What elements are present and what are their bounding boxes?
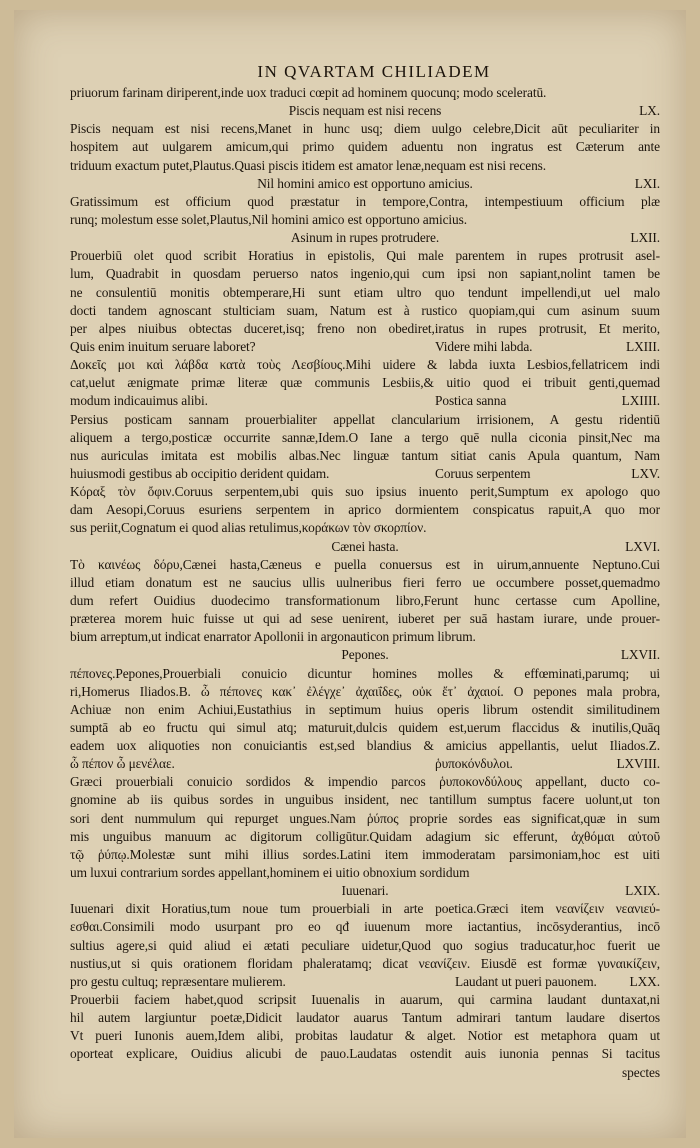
adage-title: Asinum in rupes protrudere. bbox=[290, 230, 440, 246]
text-line: per alpes niuibus obtectas duceret,isq; freno non obediret,iratus in rupes protrusit, Et merito, bbox=[70, 320, 660, 336]
text-line: Prouerbii faciem habet,quod scripsit Iuuenalis in auarum, qui carmina laudant duntaxat,ni bbox=[70, 992, 660, 1008]
text-line: Piscis nequam est nisi recens,Manet in hunc usq; diem uulgo celebre,Dicit aūt peculiariter in bbox=[70, 121, 660, 137]
adage-heading bbox=[70, 465, 660, 483]
text-line: εσθαι.Consimili modo usurpant pro eo qđ iuuenum more iactantius, incōsyderantius, incō bbox=[70, 919, 660, 935]
text-line: oporteat explicare, Ouidius alicubi de pauo.Laudatas ostendit auis iunonia pennas Si tacitus bbox=[70, 1046, 660, 1062]
adage-title: Postica sanna bbox=[435, 393, 507, 409]
text-line: nus auriculas imitata est mobilis albas.Nec linguæ tantum sitiat canis Apula quantum, Nam bbox=[70, 447, 660, 463]
text-line: Prouerbiū olet quod scribit Horatius in epistolis, Qui male parentem in rupes protrusit asel- bbox=[70, 248, 660, 264]
adage-heading bbox=[70, 973, 660, 991]
adage-number: LXX. bbox=[629, 973, 660, 989]
adage-number: LXVII. bbox=[620, 647, 660, 663]
text-line: Persius posticam sannam prouerbialiter appellat clancularium irrisionem, A gestu ridentiū bbox=[70, 411, 660, 427]
text-line: gnomine ab iis quibus sordes in unguibus insident, nec tantillum sumptus facere uolunt,ut ton bbox=[70, 792, 660, 808]
text-line: hil autem largiuntur poetæ,Didicit laudator auarus Tantum admirari tantum laudare disertos bbox=[70, 1010, 660, 1026]
adage-title: Iuuenari. bbox=[341, 883, 389, 899]
text-line: sumptā ab eo fructu qui simul atq; maturuit,dulcis quidem est,uerum flaccidus & inutilis,Quāq bbox=[70, 719, 660, 735]
text-line: Iuuenari dixit Horatius,tum noue tum prouerbiali in arte poetica.Græci item νεανίζειν νεανιεύ- bbox=[70, 901, 660, 917]
adage-number: LXV. bbox=[631, 465, 660, 481]
adage-title: Pepones. bbox=[341, 647, 389, 663]
catchword: spectes bbox=[622, 1064, 660, 1080]
text-line: runq; molestum esse solet,Plautus,Nil homini amico est opportuno amicius. bbox=[70, 211, 467, 227]
adage-number: LXIII. bbox=[626, 338, 660, 354]
text-line: nustius,ut si quis orationem floridam phaleratamq; dicat νεανίζειν. Eiusdē est formæ γυναικίζειν, bbox=[70, 955, 660, 971]
adage-title: Piscis nequam est nisi recens bbox=[288, 103, 442, 119]
text-line: priuorum farinam diriperent,inde uox traduci cœpit ad hominem quocunq; modo sceleratū. bbox=[70, 85, 547, 100]
adage-number: LXIIII. bbox=[621, 393, 660, 409]
text-line: docti tandem agnoscant stulticiam suam, Natum est à rustico quopiam,qui cum asinum suum bbox=[70, 302, 660, 318]
text-line-end: modum indicauimus alibi. bbox=[70, 393, 208, 409]
adage-title: Videre mihi labda. bbox=[435, 338, 533, 354]
text-line: lum, Quadrabit in quosdam peruerso natos ingenio,qui cum ipsi non sapiant,nolint tamen be bbox=[70, 266, 660, 282]
running-header: IN QVARTAM CHILIADEM bbox=[257, 62, 491, 81]
text-line: præterea morem huic fuisse ut qui ad sese uenirent, iuberet per suā hastam iurare, unde prouer- bbox=[70, 611, 660, 627]
text-line: sori dent nummulum qui repurget ungues.Nam ῥύπος proprie sordes eas significat,quæ in sum bbox=[70, 810, 660, 826]
text-line: πέπονες.Pepones,Prouerbiali conuicio dicuntur homines molles & effœminati,parumq; ui bbox=[70, 665, 660, 681]
text-line-end: pro gestu cultuq; repræsentare mulierem. bbox=[70, 973, 286, 989]
adage-number: LXVIII. bbox=[616, 756, 660, 772]
text-line: bium arreptum,ut indicat enarrator Apollonii in argonauticon primum librum. bbox=[70, 629, 476, 645]
text-line: illud etiam donatum est ne saucius ullis uulneribus fieri ferro ue occumbere posset,quemadmo bbox=[70, 574, 660, 590]
text-line: dam Aesopi,Coruus esuriens serpentem in aprico dormientem conspicatus rapuit,A quo mor bbox=[70, 502, 660, 518]
text-line: Τὸ καινέως δόρυ,Cænei hasta,Cæneus e puella conuersus est in uirum,annuente Neptuno.Cui bbox=[70, 556, 660, 572]
adage-heading bbox=[70, 882, 660, 900]
text-line: mis unguibus manuum ac digitorum colligūtur.Quidam adagium sic efferunt, ἀχθόμαι αὐτοῦ bbox=[70, 828, 660, 844]
text-line-end: Quis enim inuitum seruare laboret? bbox=[70, 338, 256, 354]
text-line: Vt pueri Iunonis auem,Idem alibi, probitas laudatur & alget. Notior est metaphora quam ut bbox=[70, 1028, 660, 1044]
text-line: dum refert Ouidius duodecimo transformationum libro,Ferunt hunc certasse cum Apolline, bbox=[70, 592, 660, 608]
text-line: Κόραξ τὸν ὄφιν.Coruus serpentem,ubi quis suo ipsius inuento perit,Sumptum ex apologo quo bbox=[70, 484, 660, 500]
adage-heading bbox=[70, 646, 660, 664]
text-line: um luxui contrarium sordes appellant,hominem ei uitio obnoxium sordidum bbox=[70, 865, 470, 881]
text-line: sus periit,Cognatum ei quod alias retulimus,κοράκων τὸν σκορπίον. bbox=[70, 520, 427, 536]
adage-title: Laudant ut pueri pauonem. bbox=[455, 973, 597, 989]
text-line: ne consulentiū monitis obtemperare,Hi sunt etiam ultro quo tendunt impellendi,ut uel malo bbox=[70, 284, 660, 300]
adage-title: ῥυποκόνδυλοι. bbox=[435, 756, 513, 772]
page-text bbox=[70, 84, 660, 1082]
adage-title: Cænei hasta. bbox=[331, 538, 399, 554]
text-line: eadem uox aliquoties non conuiciantis est,sed blandius & amicius appellantis, uelut Iliados.Z. bbox=[70, 738, 660, 754]
text-line: triduum exactum putet,Plautus.Quasi piscis itidem est amator lenæ,nequam est nisi recens. bbox=[70, 157, 547, 173]
adage-heading bbox=[70, 229, 660, 247]
adage-number: LX. bbox=[639, 103, 660, 119]
adage-title: Coruus serpentem bbox=[435, 465, 531, 481]
adage-number: LXI. bbox=[634, 175, 660, 191]
adage-heading bbox=[70, 538, 660, 556]
adage-heading bbox=[70, 755, 660, 773]
text-line: cat,uelut ænigmate primæ literæ quæ communis Lesbiis,& uitio quod ei tribuit genti,quemad bbox=[70, 375, 660, 391]
adage-number: LXII. bbox=[630, 230, 660, 246]
text-line: ri,Homerus Iliados.B. ὦ πέπονες κακ᾽ ἐλέγχε᾽ ἀχαιΐδες, οὐκ ἔτ᾽ ἀχαιοί. O pepones mala probra, bbox=[70, 683, 660, 699]
adage-heading bbox=[70, 175, 660, 193]
adage-heading bbox=[70, 102, 660, 120]
text-line: aliquem a tergo,posticæ occurrite sannæ,Idem.O Iane a tergo quē nulla ciconia pinsit,Nec ma bbox=[70, 429, 660, 445]
text-line: Δοκεῖς μοι καὶ λάβδα κατὰ τοὺς Λεσβίους.Mihi uidere & labda iuxta Lesbios,fellatricem indi bbox=[70, 357, 660, 373]
text-line: Achiuæ non enim Achiui,Eustathius in septimum huius operis librum ostendit similitudinem bbox=[70, 701, 660, 717]
text-line: Gratissimum est officium quod præstatur in tempore,Contra, intempestiuum officium plæ bbox=[70, 193, 660, 209]
adage-number: LXIX. bbox=[625, 883, 660, 899]
adage-heading bbox=[70, 338, 660, 356]
adage-heading bbox=[70, 392, 660, 410]
adage-number: LXVI. bbox=[625, 538, 660, 554]
text-line: sultius agere,si quid aliud ei ætati peculiare uidetur,Quod quo sogius traducatur,hoc fuerit ue bbox=[70, 937, 660, 953]
text-line: Græci prouerbiali conuicio sordidos & impendio parcos ῥυποκονδύλους appellant, ducto co- bbox=[70, 774, 660, 790]
text-line-end: huiusmodi gestibus ab occipitio derident quidam. bbox=[70, 465, 330, 481]
adage-title: Nil homini amico est opportuno amicius. bbox=[257, 175, 473, 191]
text-line: hospitem aut uulgarem amicum,qui primo quidem aduentu non ingratus est Cæterum ante bbox=[70, 139, 660, 155]
text-line: τῷ ῥύπῳ.Molestæ sunt mihi illius sordes.Latini item immoderatam parsimoniam,hoc est uiti bbox=[70, 846, 660, 862]
text-line-end: ὦ πέπον ὦ μενέλαε. bbox=[70, 756, 175, 772]
